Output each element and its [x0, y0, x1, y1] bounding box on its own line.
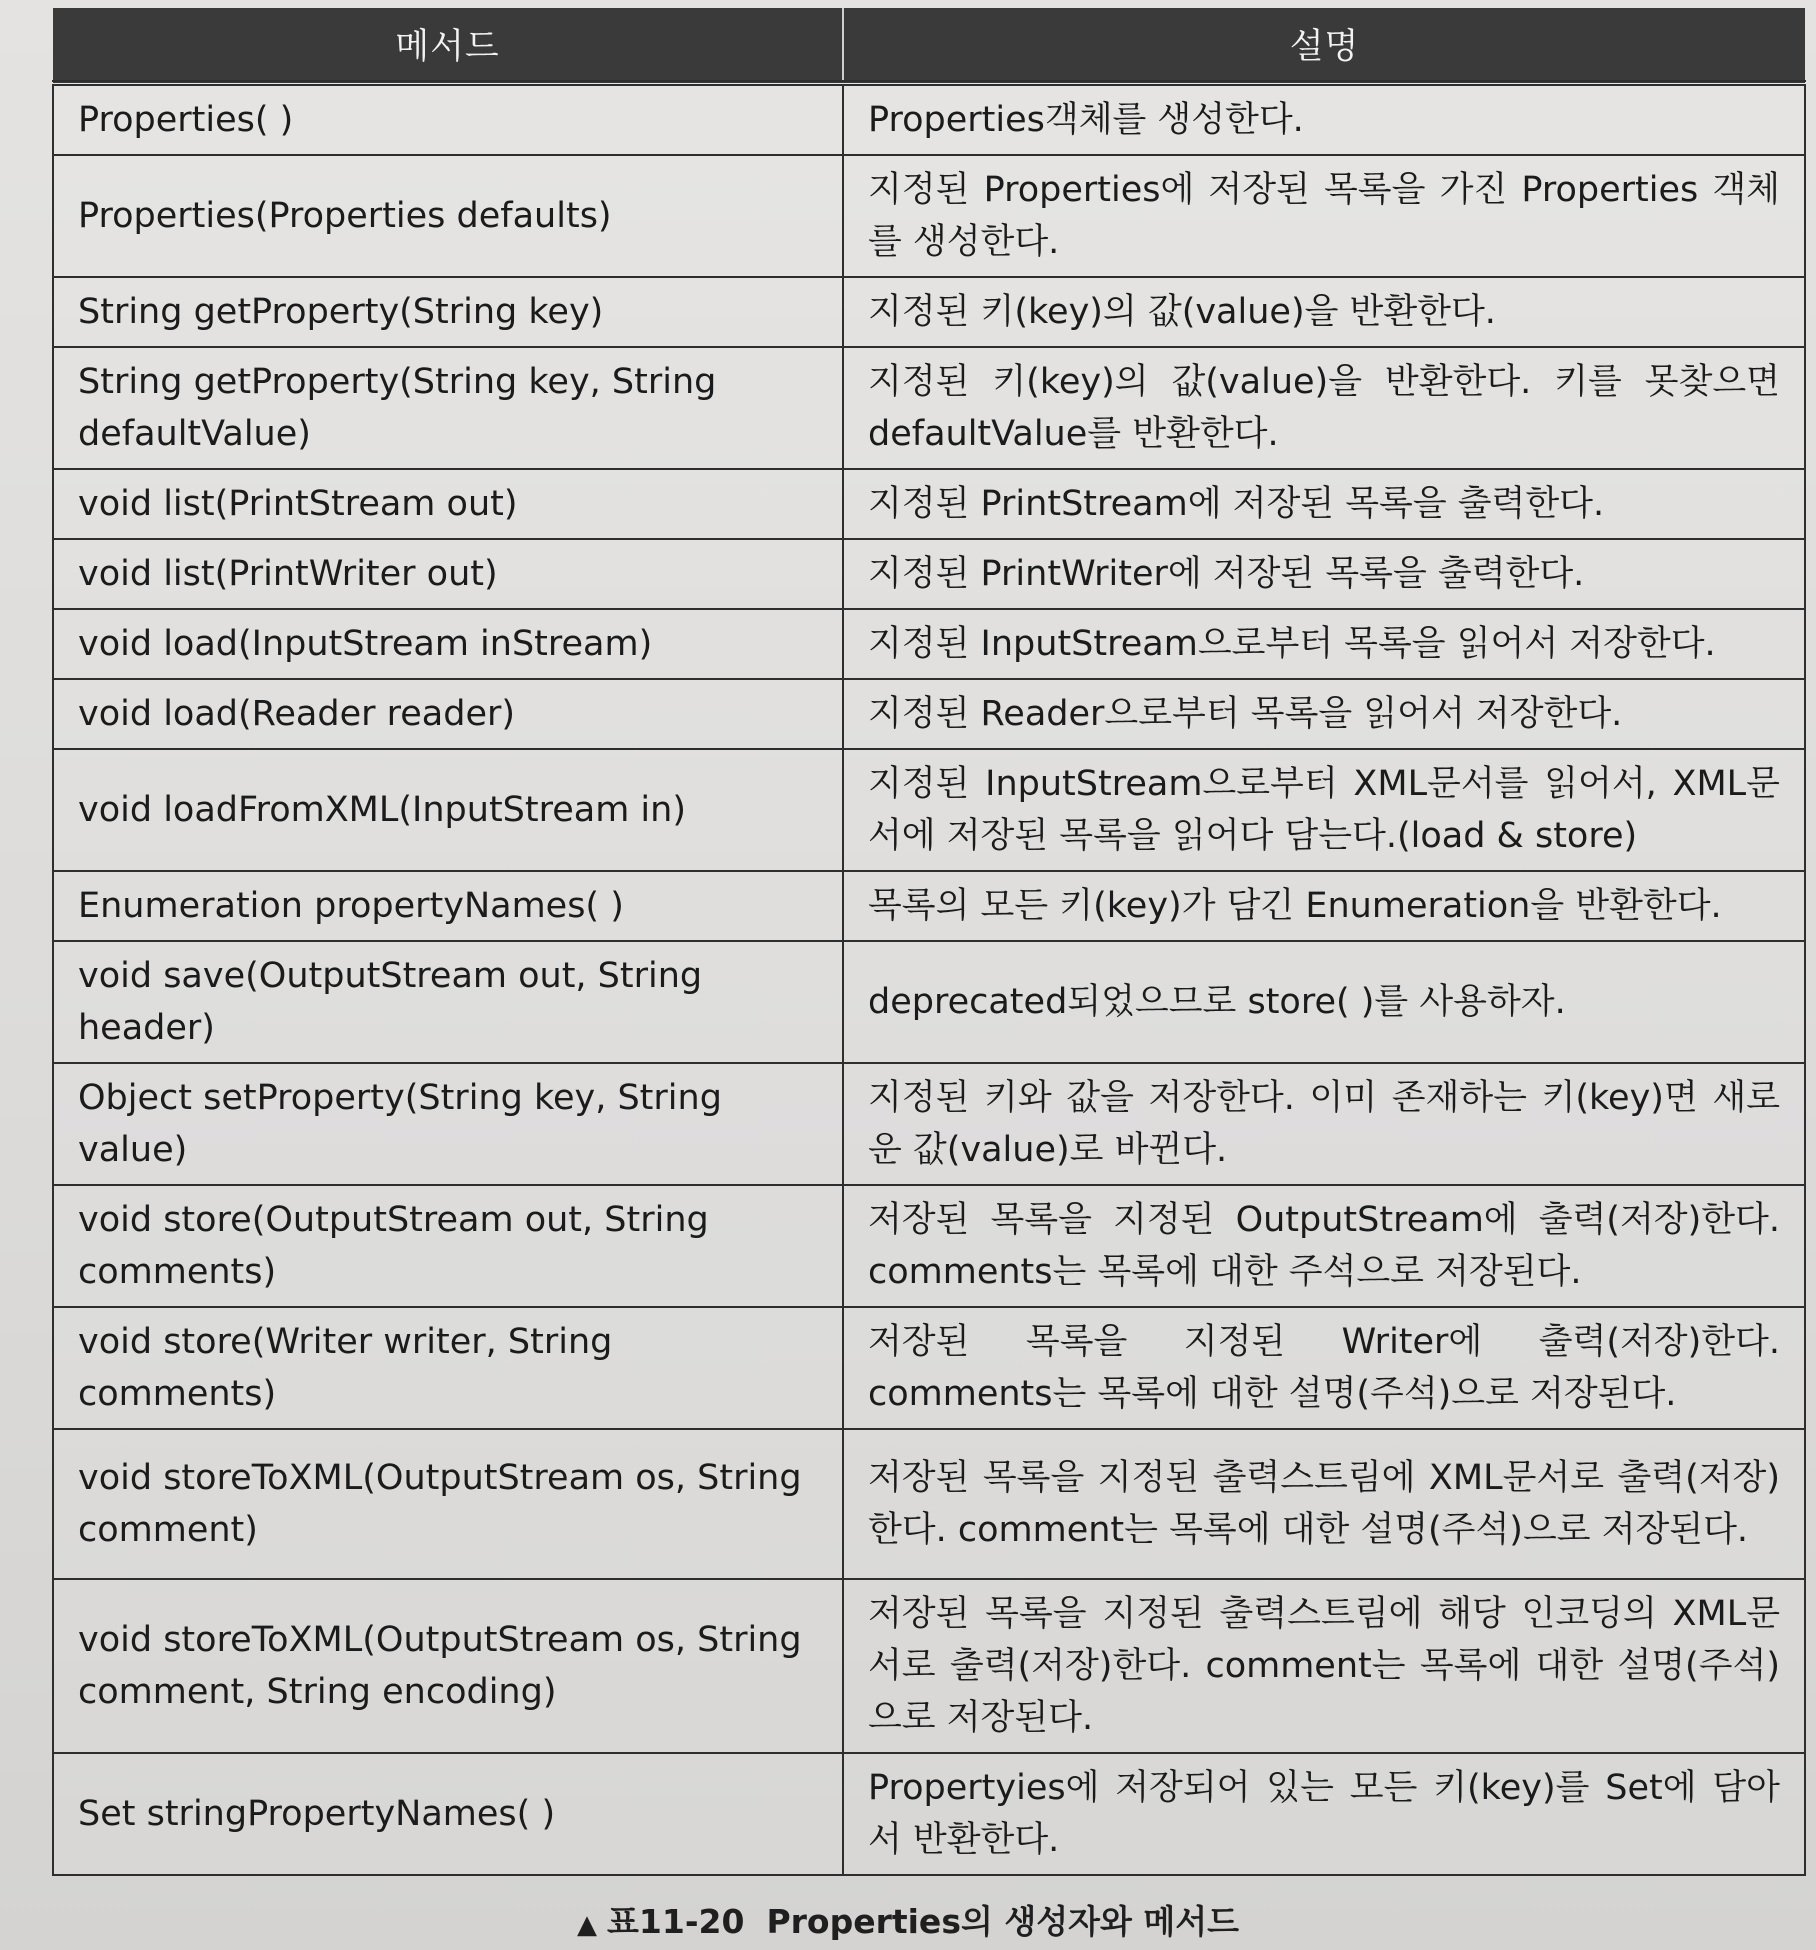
description-cell: Propertyies에 저장되어 있는 모든 키(key)를 Set에 담아서 반환한다. — [843, 1753, 1805, 1875]
table-row — [53, 749, 1805, 871]
description-cell: 목록의 모든 키(key)가 담긴 Enumeration을 반환한다. — [843, 871, 1805, 941]
method-cell: String getProperty(String key, String defaultValue) — [53, 347, 843, 469]
table-row — [53, 1753, 1805, 1875]
description-cell: 저장된 목록을 지정된 출력스트림에 XML문서로 출력(저장)한다. comment는 목록에 대한 설명(주석)으로 저장된다. — [843, 1429, 1805, 1579]
description-cell: 지정된 Properties에 저장된 목록을 가진 Properties 객체를 생성한다. — [843, 155, 1805, 277]
method-cell: void load(Reader reader) — [53, 679, 843, 749]
description-cell: 지정된 키(key)의 값(value)을 반환한다. 키를 못찾으면 defaultValue를 반환한다. — [843, 347, 1805, 469]
method-cell: Properties(Properties defaults) — [53, 155, 843, 277]
method-cell: void storeToXML(OutputStream os, String comment, String encoding) — [53, 1579, 843, 1753]
table-caption — [0, 1896, 1816, 1943]
description-cell: 저장된 목록을 지정된 OutputStream에 출력(저장)한다. comments는 목록에 대한 주석으로 저장된다. — [843, 1185, 1805, 1307]
method-cell: void save(OutputStream out, String header) — [53, 941, 843, 1063]
table-row — [53, 1307, 1805, 1429]
table-row — [53, 1185, 1805, 1307]
header-method: 메서드 — [53, 8, 843, 83]
table-row — [53, 1579, 1805, 1753]
description-cell: deprecated되었으므로 store( )를 사용하자. — [843, 941, 1805, 1063]
description-cell: Properties객체를 생성한다. — [843, 83, 1805, 155]
description-cell: 지정된 PrintStream에 저장된 목록을 출력한다. — [843, 469, 1805, 539]
method-cell: Enumeration propertyNames( ) — [53, 871, 843, 941]
table-row — [53, 347, 1805, 469]
methods-table — [52, 8, 1806, 1876]
description-cell: 지정된 Reader으로부터 목록을 읽어서 저장한다. — [843, 679, 1805, 749]
description-cell: 지정된 InputStream으로부터 XML문서를 읽어서, XML문서에 저장된 목록을 읽어다 담는다.(load & store) — [843, 749, 1805, 871]
method-cell: void store(OutputStream out, String comments) — [53, 1185, 843, 1307]
method-cell: void load(InputStream inStream) — [53, 609, 843, 679]
triangle-marker-icon: ▲ — [577, 1910, 598, 1940]
table-row — [53, 277, 1805, 347]
method-cell: Object setProperty(String key, String value) — [53, 1063, 843, 1185]
table-row — [53, 679, 1805, 749]
description-cell: 저장된 목록을 지정된 Writer에 출력(저장)한다. comments는 목록에 대한 설명(주석)으로 저장된다. — [843, 1307, 1805, 1429]
table-row — [53, 469, 1805, 539]
table-row — [53, 1429, 1805, 1579]
method-cell: Set stringPropertyNames( ) — [53, 1753, 843, 1875]
description-cell: 지정된 키(key)의 값(value)을 반환한다. — [843, 277, 1805, 347]
table-row — [53, 155, 1805, 277]
caption-number: 표11-20 — [607, 1902, 745, 1941]
description-cell: 지정된 InputStream으로부터 목록을 읽어서 저장한다. — [843, 609, 1805, 679]
table-row — [53, 83, 1805, 155]
description-cell: 저장된 목록을 지정된 출력스트림에 해당 인코딩의 XML문서로 출력(저장)한다. comment는 목록에 대한 설명(주석)으로 저장된다. — [843, 1579, 1805, 1753]
method-cell: void list(PrintWriter out) — [53, 539, 843, 609]
methods-table-container — [52, 8, 1804, 1876]
method-cell: Properties( ) — [53, 83, 843, 155]
table-row — [53, 941, 1805, 1063]
table-header — [53, 8, 1805, 83]
method-cell: void store(Writer writer, String comments) — [53, 1307, 843, 1429]
table-row — [53, 871, 1805, 941]
description-cell: 지정된 키와 값을 저장한다. 이미 존재하는 키(key)면 새로운 값(value)로 바뀐다. — [843, 1063, 1805, 1185]
table-row — [53, 539, 1805, 609]
method-cell: String getProperty(String key) — [53, 277, 843, 347]
caption-text: Properties의 생성자와 메서드 — [766, 1902, 1239, 1941]
method-cell: void list(PrintStream out) — [53, 469, 843, 539]
table-row — [53, 609, 1805, 679]
table-body — [53, 83, 1805, 1875]
method-cell: void storeToXML(OutputStream os, String comment) — [53, 1429, 843, 1579]
header-description: 설명 — [843, 8, 1805, 83]
method-cell: void loadFromXML(InputStream in) — [53, 749, 843, 871]
table-row — [53, 1063, 1805, 1185]
description-cell: 지정된 PrintWriter에 저장된 목록을 출력한다. — [843, 539, 1805, 609]
